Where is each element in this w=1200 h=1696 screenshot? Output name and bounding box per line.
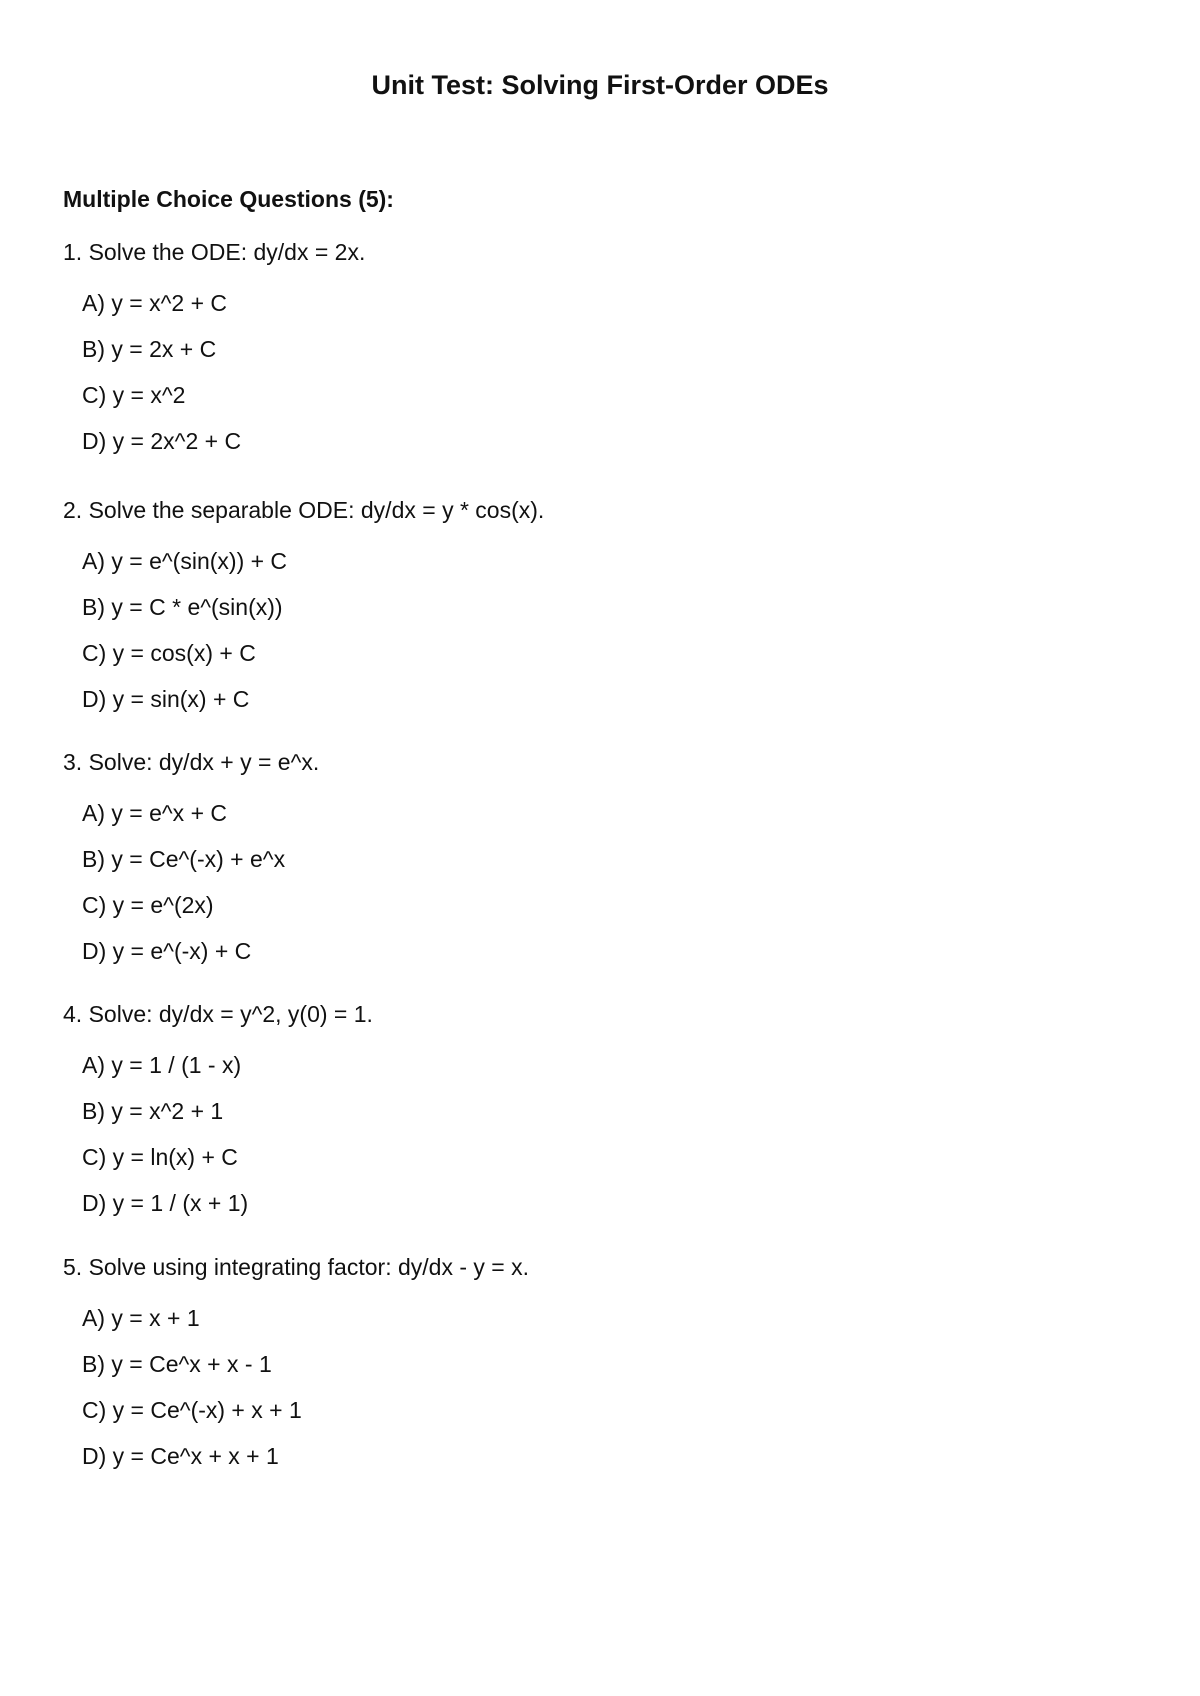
question-4 (63, 1000, 1123, 1217)
answer-options (63, 289, 1123, 455)
question-text: 4. Solve: dy/dx = y^2, y(0) = 1. (63, 1001, 373, 1027)
question-2 (63, 496, 1123, 713)
question-text: 2. Solve the separable ODE: dy/dx = y * cos(x). (63, 497, 545, 523)
question-1 (63, 238, 1123, 455)
option-c: C) y = Ce^(-x) + x + 1 (82, 1397, 302, 1423)
question-3 (63, 748, 1123, 965)
answer-options (63, 1051, 1123, 1217)
option-d: D) y = 2x^2 + C (82, 428, 242, 454)
option-c: C) y = x^2 (82, 382, 186, 408)
answer-options (63, 547, 1123, 713)
option-a: A) y = e^x + C (82, 800, 228, 826)
option-b: B) y = C * e^(sin(x)) (82, 594, 283, 620)
option-a: A) y = x + 1 (82, 1305, 200, 1331)
option-d: D) y = e^(-x) + C (82, 938, 252, 964)
option-d: D) y = sin(x) + C (82, 686, 250, 712)
section-heading: Multiple Choice Questions (5): (63, 186, 394, 212)
option-b: B) y = x^2 + 1 (82, 1098, 224, 1124)
option-a: A) y = 1 / (1 - x) (82, 1052, 242, 1078)
option-c: C) y = e^(2x) (82, 892, 214, 918)
option-a: A) y = e^(sin(x)) + C (82, 548, 288, 574)
question-text: 5. Solve using integrating factor: dy/dx - y = x. (63, 1254, 529, 1280)
option-d: D) y = Ce^x + x + 1 (82, 1443, 279, 1469)
option-a: A) y = x^2 + C (82, 290, 228, 316)
document-title: Unit Test: Solving First-Order ODEs (371, 70, 829, 100)
question-text: 1. Solve the ODE: dy/dx = 2x. (63, 239, 366, 265)
option-b: B) y = Ce^x + x - 1 (82, 1351, 272, 1377)
option-b: B) y = 2x + C (82, 336, 217, 362)
option-c: C) y = ln(x) + C (82, 1144, 238, 1170)
answer-options (63, 1304, 1123, 1470)
option-b: B) y = Ce^(-x) + e^x (82, 846, 286, 872)
option-c: C) y = cos(x) + C (82, 640, 256, 666)
option-d: D) y = 1 / (x + 1) (82, 1190, 249, 1216)
answer-options (63, 799, 1123, 965)
question-5 (63, 1253, 1123, 1470)
question-text: 3. Solve: dy/dx + y = e^x. (63, 749, 320, 775)
